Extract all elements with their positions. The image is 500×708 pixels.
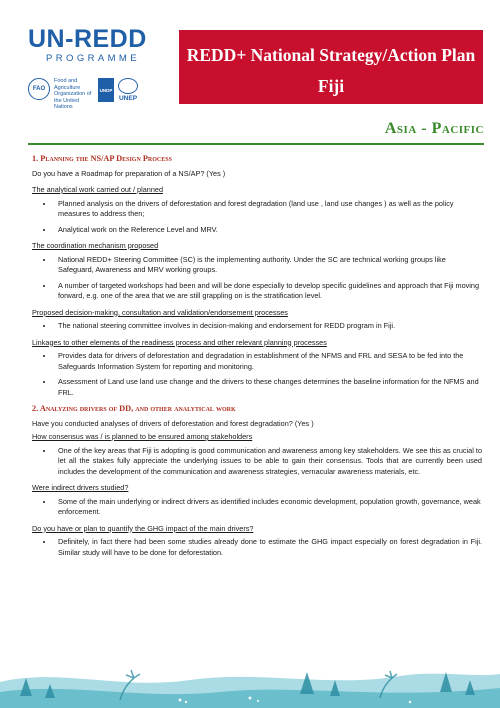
indirect-heading: Were indirect drivers studied? xyxy=(32,483,129,492)
ghg-list xyxy=(32,537,482,558)
list-item: • Planned analysis on the drivers of deforestation and forest degradation (land use , land use changes ) as well as the policy measures to address then; xyxy=(54,199,482,220)
linkages-heading: Linkages to other elements of the readiness process and other relevant planning processes xyxy=(32,337,327,347)
analytical-list xyxy=(32,199,482,236)
un-redd-logo xyxy=(28,25,178,110)
header-banner xyxy=(179,30,483,104)
undp-logo-icon xyxy=(98,78,114,102)
coordination-heading: The coordination mechanism proposed xyxy=(32,241,159,250)
logo-title-redd: REDD xyxy=(73,25,147,53)
indirect-list xyxy=(32,497,482,518)
footer-landscape-decoration xyxy=(0,638,500,708)
list-item: • Provides data for drivers of deforestation and degradation in establishment of the NFMS and FRL and SESA to be fed into the Safeguards Information System for reporting and monitoring. xyxy=(54,351,482,372)
fao-emblem-icon: FAO xyxy=(28,78,50,100)
section2-question: Have you conducted analyses of drivers of deforestation and forest degradation? (Yes ) xyxy=(32,418,314,428)
logo-title-dash: - xyxy=(65,25,74,53)
unep-text: UNEP xyxy=(118,95,138,102)
list-item: • One of the key areas that Fiji is adopting is good communication and awareness among key stakeholders. We see this as crucial to let all the stakes fully appreciate the underlying issues to be able to gain their consensus. Tools that are currently been used includes the development of the communication and awareness strategies, vernacular awareness materials, etc. xyxy=(54,446,482,478)
partner-logos xyxy=(28,78,138,111)
logo-title xyxy=(28,26,178,52)
unep-emblem-icon xyxy=(118,78,138,94)
unep-logo xyxy=(118,78,138,102)
list-item: • A number of targeted workshops had been and will be done especially to develop specific guidelines and approach that Fiji moving forward, e.g. one of the area that we are still grappling on is the stratification level. xyxy=(54,281,482,302)
ghg-heading: Do you have or plan to quantify the GHG impact of the main drivers? xyxy=(32,523,254,533)
section1-question: Do you have a Roadmap for preparation of a NS/AP? (Yes ) xyxy=(32,168,226,178)
list-item: • Analytical work on the Reference Level and MRV. xyxy=(54,225,482,236)
section1-heading: 1. Planning the NS/AP Design Process xyxy=(32,154,172,163)
logo-title-un: UN xyxy=(28,25,66,53)
consensus-list xyxy=(32,446,482,478)
document-body xyxy=(32,152,482,563)
decision-list xyxy=(32,321,482,332)
decision-heading: Proposed decision-making, consultation and validation/endorsement processes xyxy=(32,307,288,317)
list-item: • The national steering committee involves in decision-making and endorsement for REDD program in Fiji. xyxy=(54,321,482,332)
fao-text: Food and Agriculture Organization of the United Nations xyxy=(54,78,92,110)
linkages-list xyxy=(32,351,482,398)
list-item: • National REDD+ Steering Committee (SC) is the implementing authority. Under the SC are technical working groups like Safeguard, Awareness and MRV working groups. xyxy=(54,255,482,276)
country-name: Fiji xyxy=(317,76,345,96)
list-item: • Definitely, in fact there had been some studies already done to estimate the GHG impact especially on forest degradation in Fiji. Similar study will have to be done for deforestation. xyxy=(54,537,482,558)
undp-text: UNDP xyxy=(99,87,113,93)
list-item: • Assessment of Land use land use change and the drivers to these changes determines the baseline information for the NFMS and FRL. xyxy=(54,377,482,398)
logo-subtitle: PROGRAMME xyxy=(46,53,140,64)
list-item: • Some of the main underlying or indirect drivers as identified includes economic development, population growth, governance, weak enforcement. xyxy=(54,497,482,518)
divider-line xyxy=(28,143,484,145)
analytical-heading: The analytical work carried out / planned xyxy=(32,185,164,194)
section2-heading: 2. Analyzing drivers of DD, and other analytical work xyxy=(32,404,236,413)
consensus-heading: How consensus was / is planned to be ensured among stakeholders xyxy=(32,432,253,441)
region-label: Asia - Pacific xyxy=(384,120,484,137)
coordination-list xyxy=(32,255,482,302)
document-title: REDD+ National Strategy/Action Plan xyxy=(186,45,476,65)
